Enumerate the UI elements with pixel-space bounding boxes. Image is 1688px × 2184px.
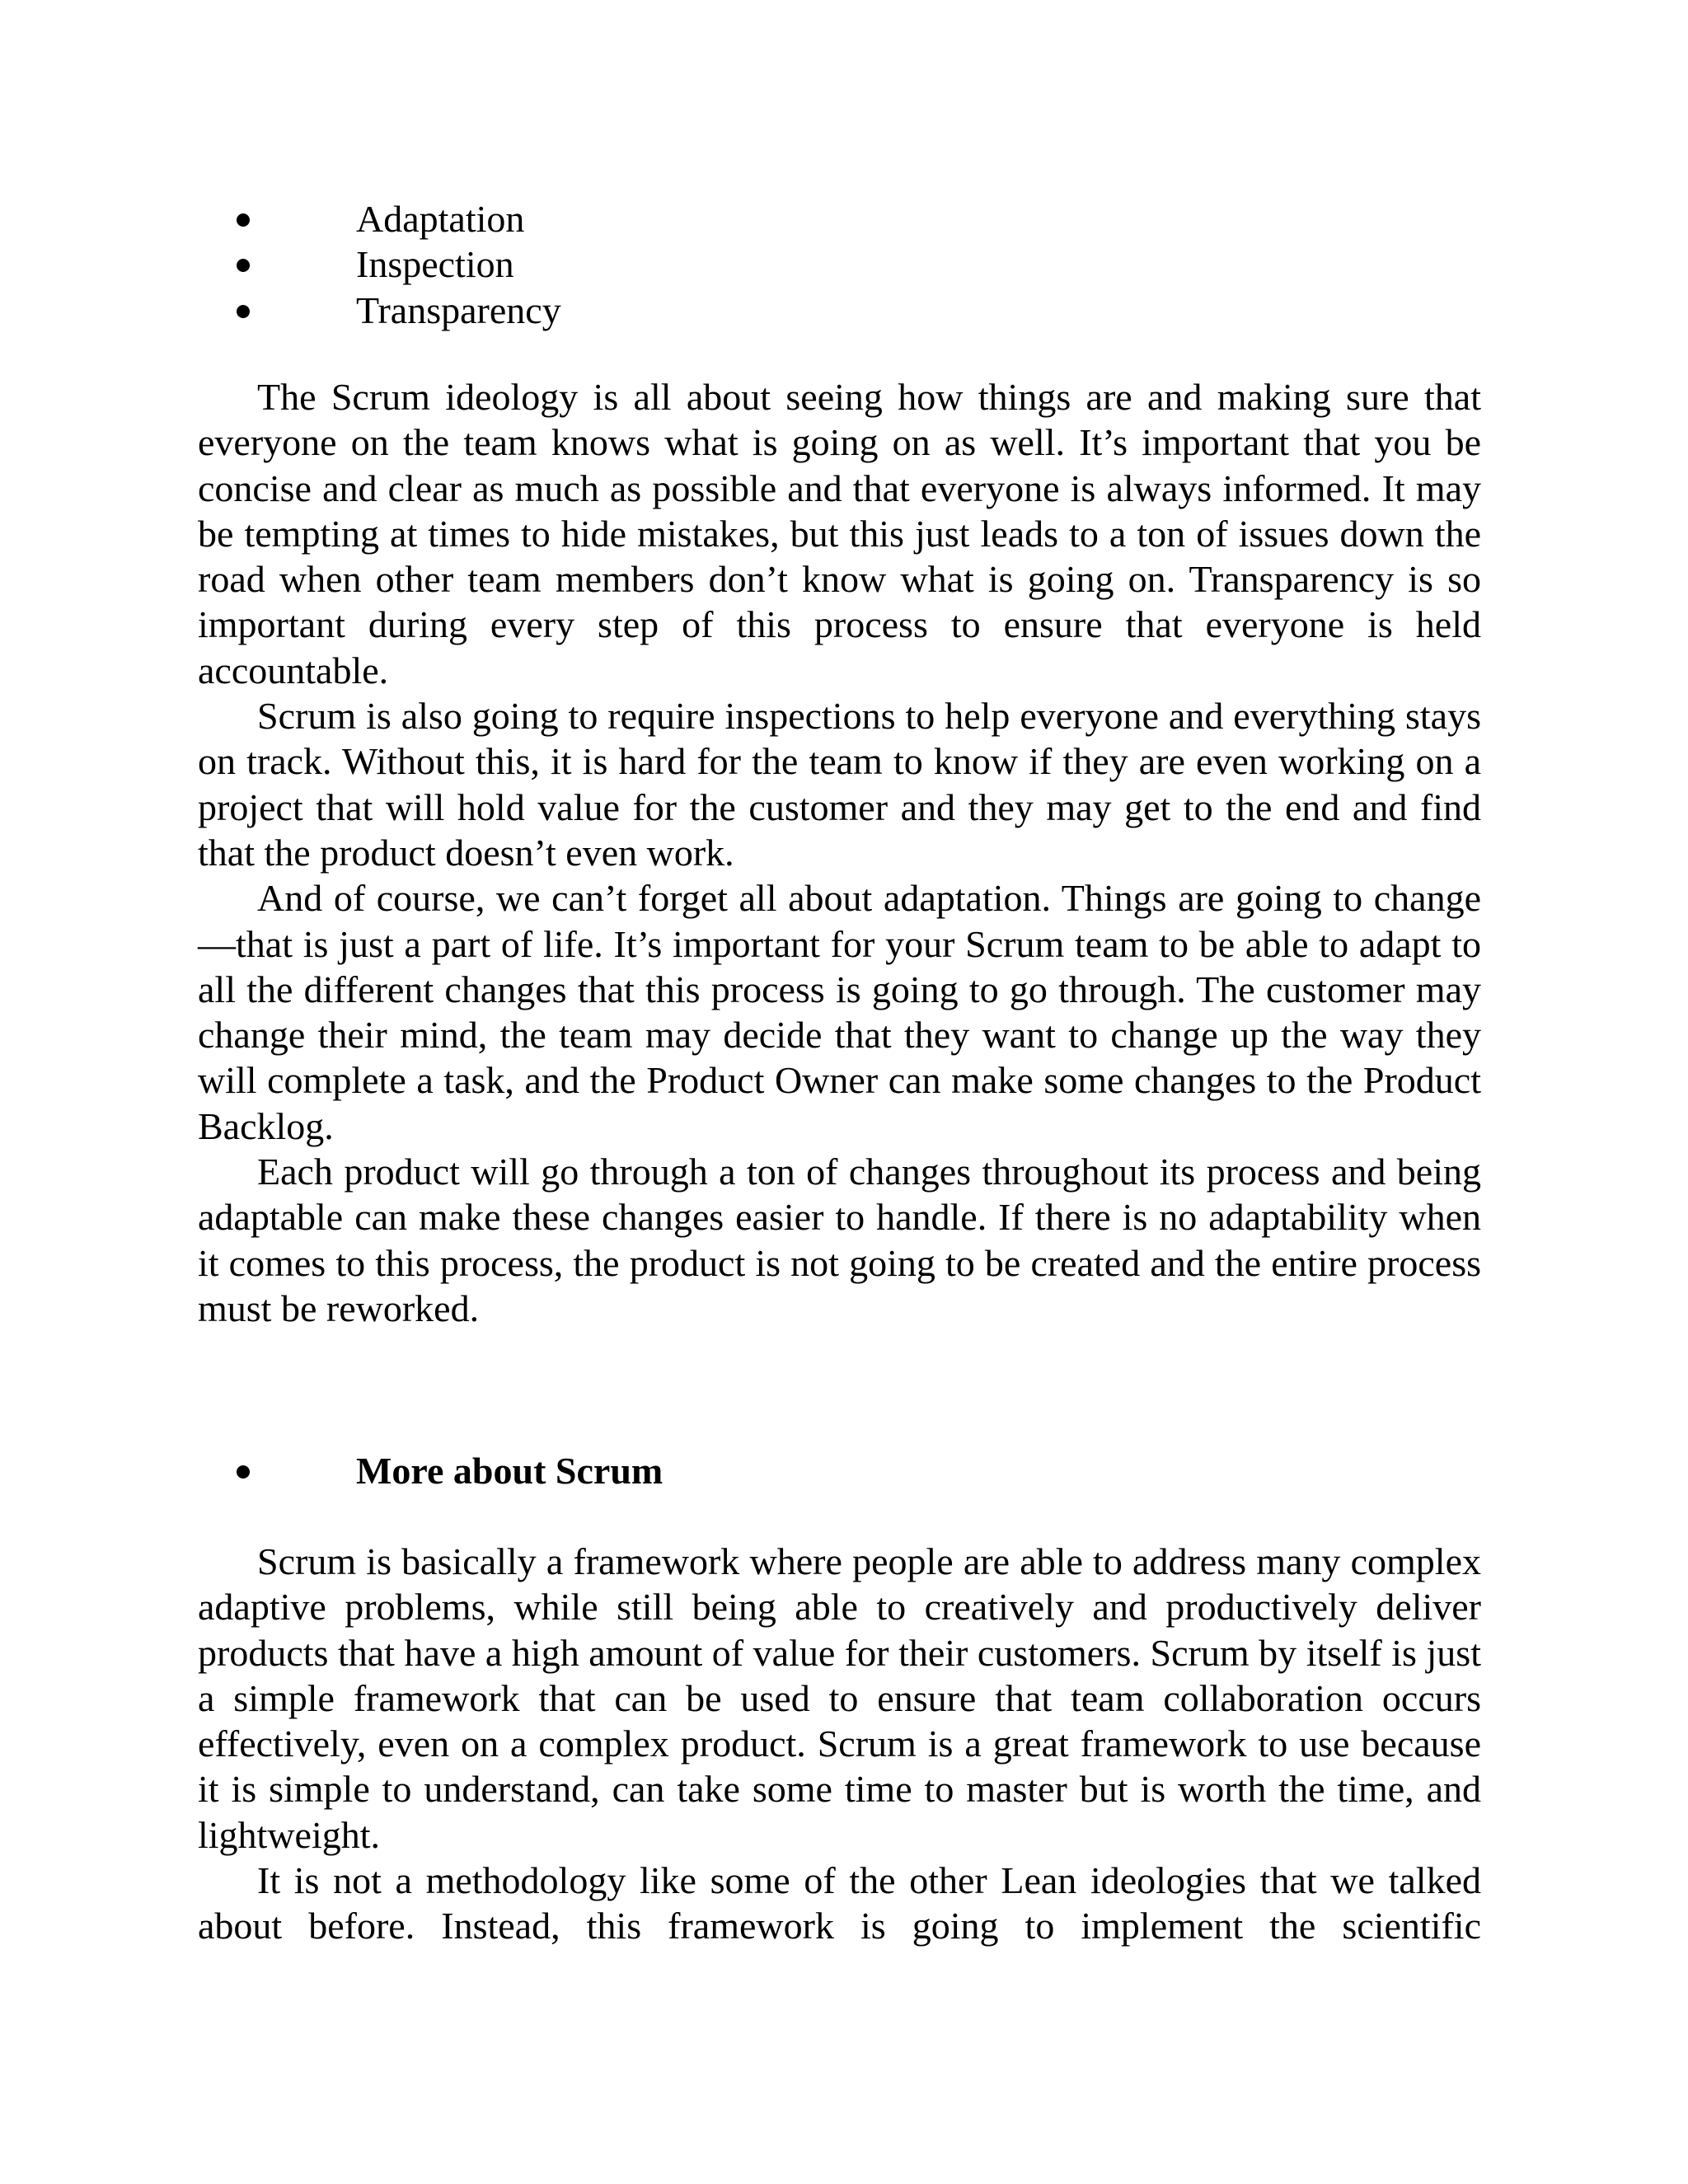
list-item: [0, 241, 1688, 287]
paragraph: Each product will go through a ton of changes throughout its process and being adaptable can make these changes easier to handle. If there is no adaptability when it comes to this process, the product is not going to be created and the entire process must be reworked.: [198, 1151, 1481, 1329]
list-item: [0, 196, 1688, 241]
section-body-1: [198, 374, 1481, 1331]
paragraph: It is not a methodology like some of the other Lean ideologies that we talked about before. Instead, this framework is going to implement the scientific: [198, 1859, 1481, 1947]
section-body-2: [198, 1539, 1481, 1949]
paragraph: And of course, we can’t forget all about adaptation. Things are going to change —that is just a part of life. It’s important for your Scrum team to be able to adapt to all the different changes that this process is going to go through. The customer may change their mind, the team may decide that they want to change up the way they will complete a task, and the Product Owner can make some changes to the Product Backlog.: [198, 877, 1481, 1147]
list-item-text: Transparency: [356, 288, 561, 331]
list-item: [0, 288, 1688, 333]
paragraph: Scrum is basically a framework where people are able to address many complex adaptive problems, while still being able to creatively and productively deliver products that have a high amount of value for their customers. Scrum by itself is just a simple framework that can be used to ensure that team collaboration occurs effectively, even on a complex product. Scrum is a great framework to use because it is simple to understand, can take some time to master but is worth the time, and lightweight.: [198, 1540, 1481, 1856]
paragraph: The Scrum ideology is all about seeing how things are and making sure that everyone on the team knows what is going on as well. It’s important that you be concise and clear as much as possible and that everyone is always informed. It may be tempting at times to hide mistakes, but this just leads to a ton of issues down the road when other team members don’t know what is going on. Transparency is so important during every step of this process to ensure that everyone is held accountable.: [198, 376, 1481, 691]
bullet-icon: [237, 259, 250, 272]
bullet-icon: [237, 1465, 250, 1479]
list-item-text: Adaptation: [356, 198, 525, 240]
section-heading-list: [0, 1448, 1688, 1493]
principles-list: [0, 196, 1688, 333]
section-heading-text: More about Scrum: [356, 1450, 663, 1492]
list-item-text: Inspection: [356, 243, 514, 286]
section-heading: [0, 1448, 1688, 1493]
bullet-icon: [237, 305, 250, 318]
bullet-icon: [237, 213, 250, 227]
paragraph: Scrum is also going to require inspections to help everyone and everything stays on track. Without this, it is hard for the team to know if they are even working on a project that will hold value for the customer and they may get to the end and find that the product doesn’t even work.: [198, 695, 1481, 874]
